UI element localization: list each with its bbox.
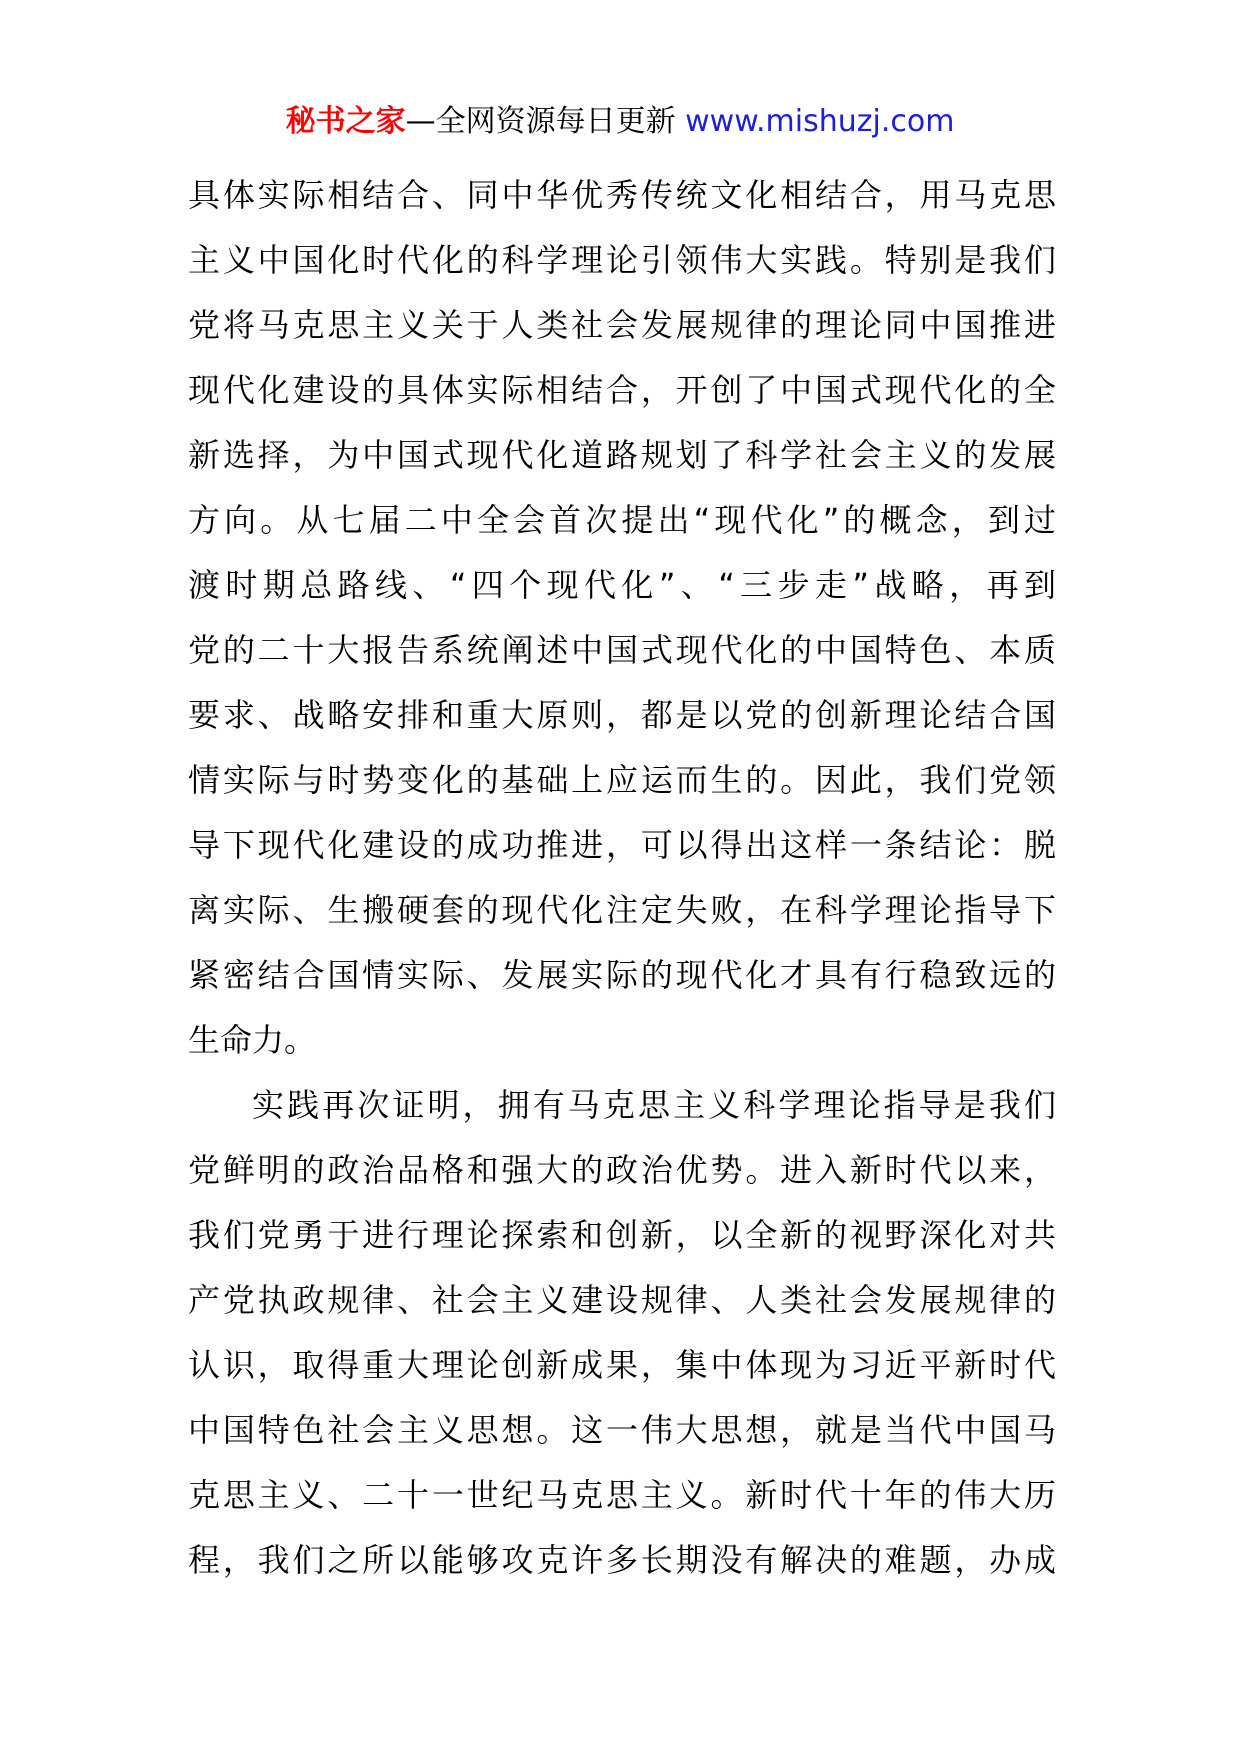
brand-name: 秘书之家 [285, 104, 406, 139]
text-line: 渡时期总路线、“四个现代化”、“三步走”战略，再到 [188, 566, 1056, 604]
text-line: 党将马克思主义关于人类社会发展规律的理论同中国推进 [188, 306, 1056, 344]
text-line: 具体实际相结合、同中华优秀传统文化相结合，用马克思 [188, 176, 1056, 214]
text-line: 程，我们之所以能够攻克许多长期没有解决的难题，办成 [188, 1541, 1056, 1579]
body-text [188, 163, 1056, 1593]
text-line: 中国特色社会主义思想。这一伟大思想，就是当代中国马 [188, 1411, 1056, 1449]
text-line: 克思主义、二十一世纪马克思主义。新时代十年的伟大历 [188, 1476, 1056, 1514]
text-line: 新选择，为中国式现代化道路规划了科学社会主义的发展 [188, 436, 1056, 474]
text-line: 情实际与时势变化的基础上应运而生的。因此，我们党领 [188, 761, 1056, 799]
header-slogan: —全网资源每日更新 [405, 104, 676, 139]
paragraph-end-line: 生命力。 [188, 1021, 317, 1059]
text-line: 现代化建设的具体实际相结合，开创了中国式现代化的全 [188, 371, 1056, 409]
paragraph-start-line: 实践再次证明，拥有马克思主义科学理论指导是我们 [252, 1086, 1056, 1124]
text-line: 导下现代化建设的成功推进，可以得出这样一条结论：脱 [188, 826, 1056, 864]
site-url-link[interactable]: www.mishuzj.com [685, 104, 955, 139]
text-line: 党鲜明的政治品格和强大的政治优势。进入新时代以来， [188, 1151, 1056, 1189]
text-line: 我们党勇于进行理论探索和创新，以全新的视野深化对共 [188, 1216, 1056, 1254]
text-line: 离实际、生搬硬套的现代化注定失败，在科学理论指导下 [188, 891, 1056, 929]
text-line: 主义中国化时代化的科学理论引领伟大实践。特别是我们 [188, 241, 1056, 279]
text-line: 产党执政规律、社会主义建设规律、人类社会发展规律的 [188, 1281, 1056, 1319]
text-line: 紧密结合国情实际、发展实际的现代化才具有行稳致远的 [188, 956, 1056, 994]
text-line: 党的二十大报告系统阐述中国式现代化的中国特色、本质 [188, 631, 1056, 669]
text-line: 认识，取得重大理论创新成果，集中体现为习近平新时代 [188, 1346, 1056, 1384]
site-header [0, 100, 1240, 144]
text-line: 要求、战略安排和重大原则，都是以党的创新理论结合国 [188, 696, 1056, 734]
text-line: 方向。从七届二中全会首次提出“现代化”的概念，到过 [188, 501, 1056, 539]
